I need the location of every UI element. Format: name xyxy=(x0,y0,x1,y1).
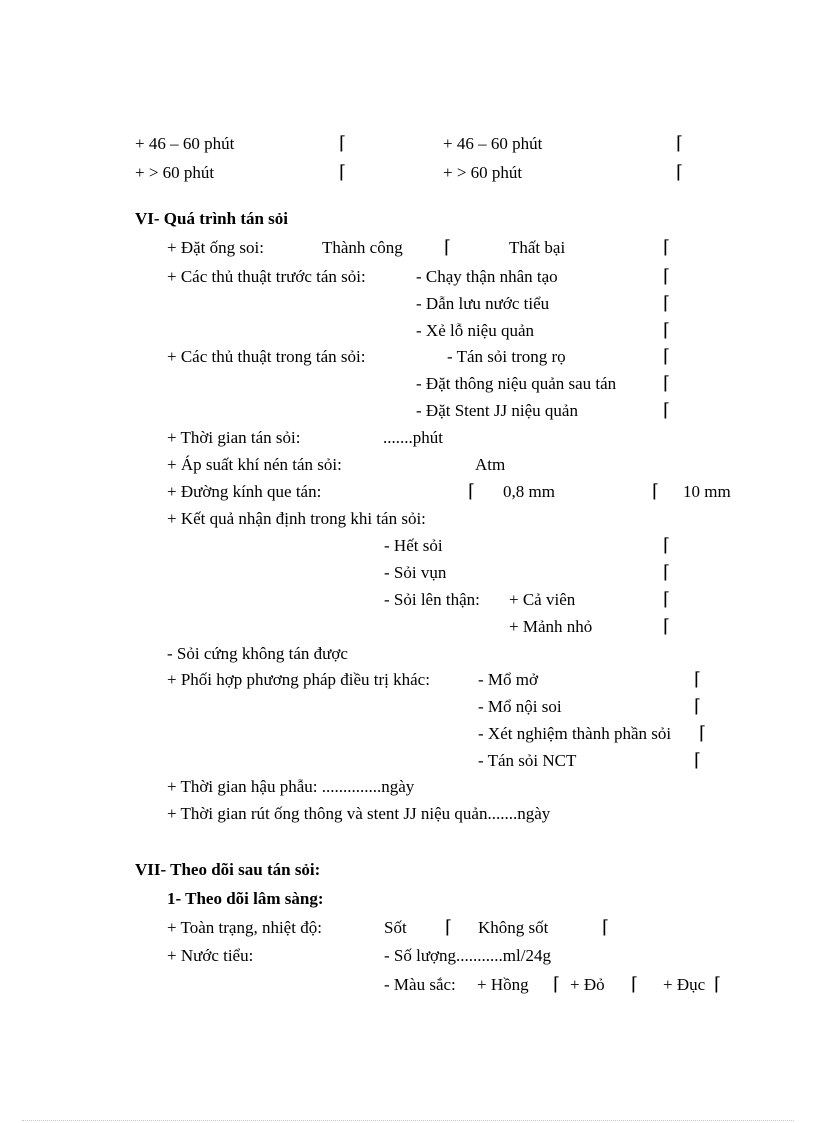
mau-sac-opt3: + Đục xyxy=(663,975,706,994)
checkbox[interactable]: ⌈ xyxy=(694,750,702,770)
checkbox[interactable]: ⌈ xyxy=(699,723,707,743)
checkbox[interactable]: ⌈ xyxy=(663,266,671,286)
phoi-hop-item-4: - Tán sỏi NCT xyxy=(478,751,577,770)
ket-qua-item-2: - Sỏi vụn xyxy=(384,563,447,582)
len-than-label: - Sỏi lên thận: xyxy=(384,590,480,609)
truoc-item-1: - Chạy thận nhân tạo xyxy=(416,267,558,286)
checkbox[interactable]: ⌈ xyxy=(663,293,671,313)
toan-trang-label: + Toàn trạng, nhiệt độ: xyxy=(167,918,322,937)
mau-sac-opt2: + Đỏ xyxy=(570,975,605,994)
phoi-hop-item-2: - Mổ nội soi xyxy=(478,697,562,716)
nuoc-tieu-label: + Nước tiểu: xyxy=(167,946,254,965)
ap-suat-label: + Áp suất khí nén tán sỏi: xyxy=(167,455,342,474)
ap-suat-unit: Atm xyxy=(475,455,506,474)
section-6-heading: VI- Quá trình tán sỏi xyxy=(135,209,289,228)
thoi-gian-tan-soi-value[interactable]: .......phút xyxy=(383,428,443,447)
section-7-sub1: 1- Theo dõi lâm sàng: xyxy=(167,889,324,908)
time-row-2-left: + > 60 phút xyxy=(135,163,215,182)
ket-qua-label: + Kết quả nhận định trong khi tán sỏi: xyxy=(167,509,426,528)
checkbox[interactable]: ⌈ xyxy=(663,535,671,555)
checkbox[interactable]: ⌈ xyxy=(714,974,722,994)
len-than-opt1: + Cả viên xyxy=(509,590,576,609)
time-row-2-right: + > 60 phút xyxy=(443,163,523,182)
checkbox[interactable]: ⌈ xyxy=(631,974,639,994)
mau-sac-label: - Màu sắc: xyxy=(384,975,456,994)
checkbox[interactable]: ⌈ xyxy=(445,917,453,937)
checkbox[interactable]: ⌈ xyxy=(468,481,476,501)
page-footer-divider xyxy=(22,1120,794,1121)
checkbox[interactable]: ⌈ xyxy=(339,162,347,182)
checkbox[interactable]: ⌈ xyxy=(663,400,671,420)
soi-cung: - Sỏi cứng không tán được xyxy=(167,644,348,663)
phoi-hop-label: + Phối hợp phương pháp điều trị khác: xyxy=(167,670,430,689)
checkbox[interactable]: ⌈ xyxy=(602,917,610,937)
ong-soi-opt1: Thành công xyxy=(322,238,403,257)
trong-item-1: - Tán sỏi trong rọ xyxy=(447,347,566,366)
ket-qua-item-1: - Hết sỏi xyxy=(384,536,443,555)
checkbox[interactable]: ⌈ xyxy=(694,696,702,716)
checkbox[interactable]: ⌈ xyxy=(694,669,702,689)
trong-tan-soi-label: + Các thủ thuật trong tán sỏi: xyxy=(167,347,366,366)
checkbox[interactable]: ⌈ xyxy=(663,616,671,636)
ong-soi-opt2: Thất bại xyxy=(509,238,566,257)
len-than-opt2: + Mảnh nhỏ xyxy=(509,617,593,636)
duong-kinh-label: + Đường kính que tán: xyxy=(167,482,322,501)
duong-kinh-opt1: 0,8 mm xyxy=(503,482,555,501)
ong-soi-label: + Đặt ống soi: xyxy=(167,238,264,257)
checkbox[interactable]: ⌈ xyxy=(663,562,671,582)
toan-trang-opt2: Không sốt xyxy=(478,918,549,937)
hau-phau: + Thời gian hậu phẫu: ..............ngày xyxy=(167,777,415,796)
checkbox[interactable]: ⌈ xyxy=(676,162,684,182)
time-row-1-left: + 46 – 60 phút xyxy=(135,134,235,153)
thoi-gian-tan-soi-label: + Thời gian tán sỏi: xyxy=(167,428,301,447)
phoi-hop-item-3: - Xét nghiệm thành phần sỏi xyxy=(478,724,672,743)
checkbox[interactable]: ⌈ xyxy=(663,346,671,366)
checkbox[interactable]: ⌈ xyxy=(663,237,671,257)
mau-sac-opt1: + Hồng xyxy=(477,975,529,994)
section-7-heading: VII- Theo dõi sau tán sỏi: xyxy=(135,860,321,879)
checkbox[interactable]: ⌈ xyxy=(663,320,671,340)
rut-ong: + Thời gian rút ống thông và stent JJ niệu quản.......ngày xyxy=(167,804,551,823)
so-luong: - Số lượng...........ml/24g xyxy=(384,946,551,965)
trong-item-3: - Đặt Stent JJ niệu quản xyxy=(416,401,578,420)
checkbox[interactable]: ⌈ xyxy=(339,133,347,153)
checkbox[interactable]: ⌈ xyxy=(444,237,452,257)
checkbox[interactable]: ⌈ xyxy=(676,133,684,153)
checkbox[interactable]: ⌈ xyxy=(652,481,660,501)
phoi-hop-item-1: - Mổ mở xyxy=(478,670,538,689)
trong-item-2: - Đặt thông niệu quản sau tán xyxy=(416,374,617,393)
checkbox[interactable]: ⌈ xyxy=(663,373,671,393)
duong-kinh-opt2: 10 mm xyxy=(683,482,731,501)
truoc-tan-soi-label: + Các thủ thuật trước tán sỏi: xyxy=(167,267,366,286)
toan-trang-opt1: Sốt xyxy=(384,918,407,937)
checkbox[interactable]: ⌈ xyxy=(663,589,671,609)
time-row-1-right: + 46 – 60 phút xyxy=(443,134,543,153)
truoc-item-2: - Dẫn lưu nước tiểu xyxy=(416,294,550,313)
checkbox[interactable]: ⌈ xyxy=(553,974,561,994)
truoc-item-3: - Xẻ lỗ niệu quản xyxy=(416,321,535,340)
